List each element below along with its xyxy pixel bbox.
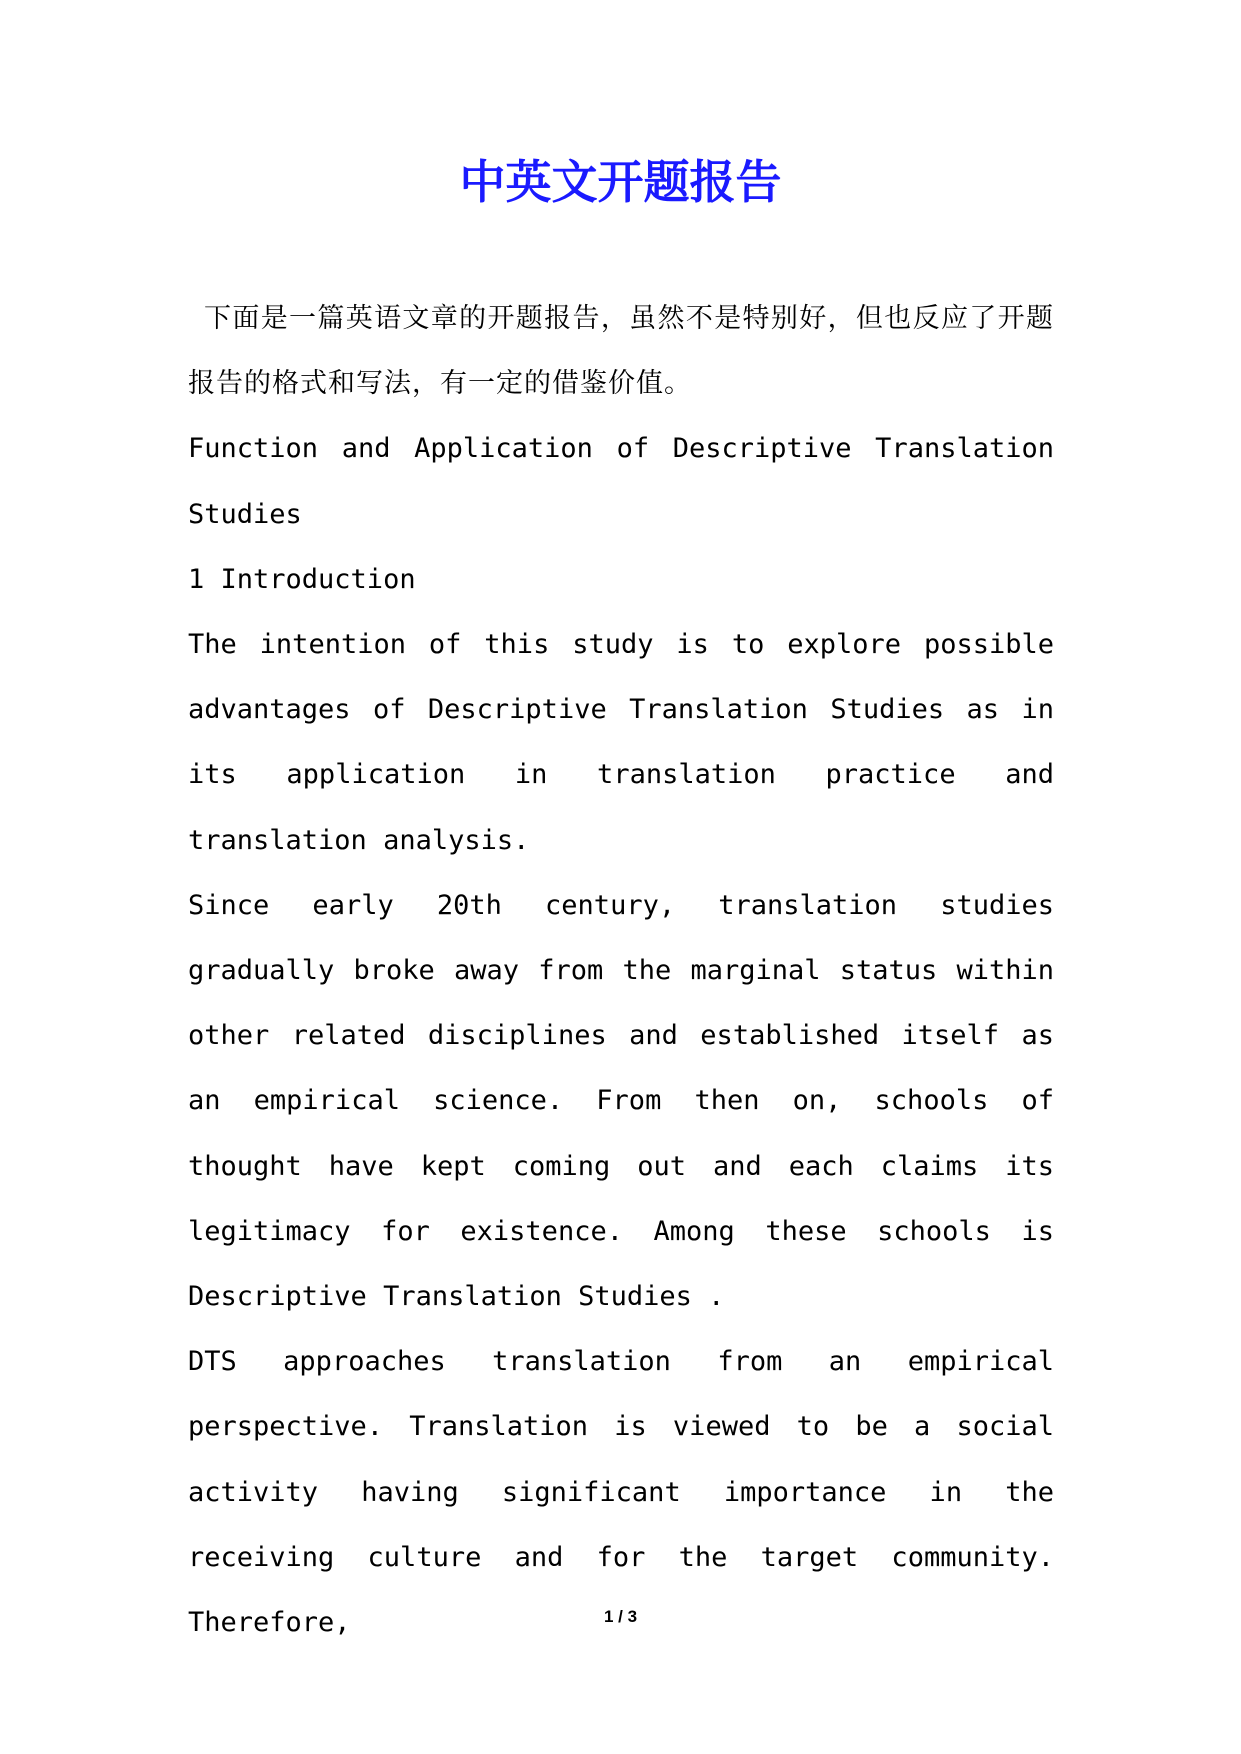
paper-title-paragraph: Function and Application of Descriptive Translation Studies (188, 433, 1054, 530)
section-heading: 1 Introduction (188, 563, 416, 595)
intro-note-paragraph: 下面是一篇英语文章的开题报告，虽然不是特别好，但也反应了开题报告的格式和写法，有一定的借鉴价值。 (188, 303, 1054, 400)
page-number: 1 / 3 (603, 1607, 638, 1626)
body-paragraph: DTS approaches translation from an empirical perspective. Translation is viewed to be a social activity having significant importance in the receiving culture and for the target community. Therefore, (188, 1346, 1054, 1639)
body-paragraph: Since early 20th century, translation studies gradually broke away from the marginal status within other related disciplines and established itself as an empirical science. From then on, schools of thought have kept coming out and each claims its legitimacy for existence. Among these schools is Descriptive Translation Studies . (188, 889, 1054, 1313)
body-paragraph: The intention of this study is to explore possible advantages of Descriptive Translation Studies as in its application in translation practice and translation analysis. (188, 629, 1054, 856)
document-title: 中英文开题报告 (459, 155, 782, 209)
document-body (188, 286, 1054, 1655)
